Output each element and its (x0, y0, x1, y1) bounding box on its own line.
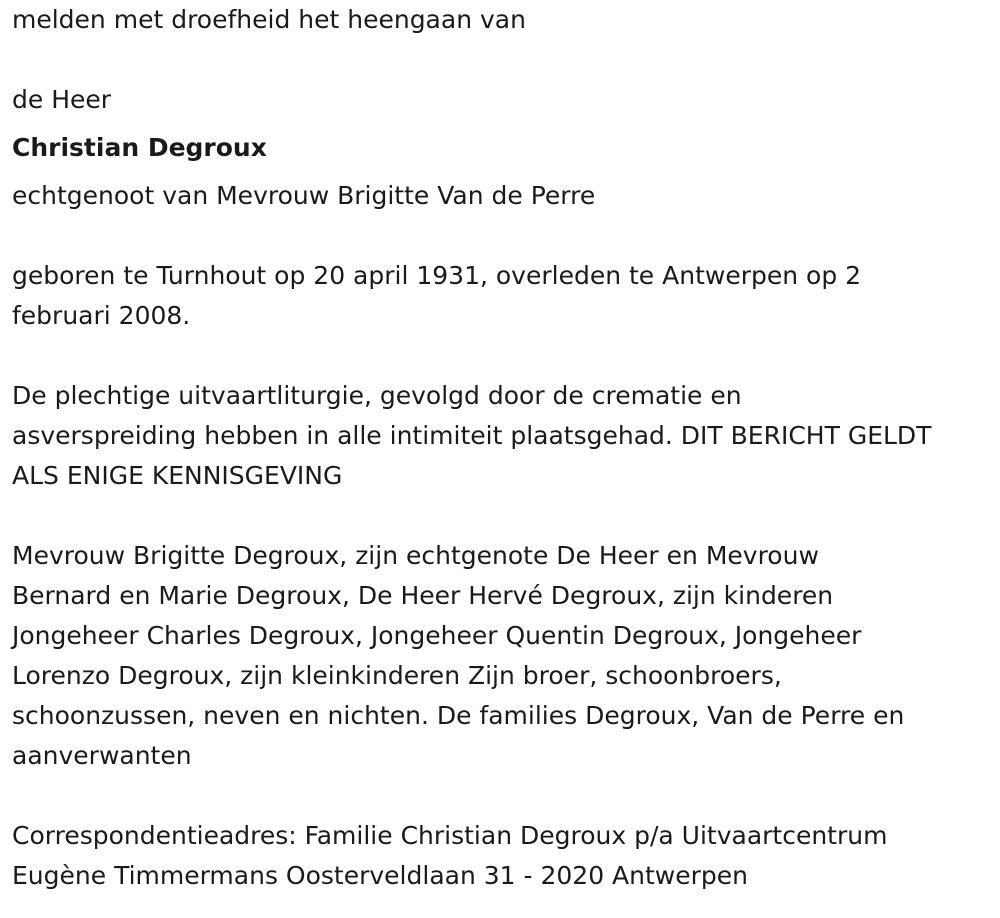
spacer (12, 120, 992, 128)
family-line: Mevrouw Brigitte Degroux, zijn echtgenote De Heer en Mevrouw (12, 541, 819, 570)
family-paragraph (12, 536, 992, 776)
spacer (12, 776, 992, 816)
obituary-notice (12, 0, 992, 896)
spacer (12, 216, 992, 256)
title-prefix: de Heer (12, 85, 112, 114)
family-line: schoonzussen, neven en nichten. De families Degroux, Van de Perre en (12, 701, 905, 730)
intro-text: melden met droefheid het heengaan van (12, 5, 526, 34)
deceased-name: Christian Degroux (12, 133, 267, 162)
spouse-line: echtgenoot van Mevrouw Brigitte Van de Perre (12, 181, 596, 210)
spacer (12, 336, 992, 376)
ceremony-line: De plechtige uitvaartliturgie, gevolgd door de crematie en (12, 381, 742, 410)
family-line: Lorenzo Degroux, zijn kleinkinderen Zijn broer, schoonbroers, (12, 661, 782, 690)
ceremony-line: ALS ENIGE KENNISGEVING (12, 461, 343, 490)
correspondence-paragraph (12, 816, 992, 896)
ceremony-paragraph (12, 376, 992, 496)
spacer (12, 496, 992, 536)
family-line: Bernard en Marie Degroux, De Heer Hervé Degroux, zijn kinderen (12, 581, 834, 610)
ceremony-line: asverspreiding hebben in alle intimiteit plaatsgehad. DIT BERICHT GELDT (12, 421, 932, 450)
family-line: Jongeheer Charles Degroux, Jongeheer Quentin Degroux, Jongeheer (12, 621, 862, 650)
birth-death-line: geboren te Turnhout op 20 april 1931, overleden te Antwerpen op 2 (12, 261, 862, 290)
family-line: aanverwanten (12, 741, 192, 770)
correspondence-line: Correspondentieadres: Familie Christian Degroux p/a Uitvaartcentrum (12, 821, 888, 850)
birth-death-line: februari 2008. (12, 301, 191, 330)
birth-death-paragraph (12, 256, 992, 336)
spacer (12, 168, 992, 176)
correspondence-line: Eugène Timmermans Oosterveldlaan 31 - 2020 Antwerpen (12, 861, 748, 890)
spacer (12, 40, 992, 80)
